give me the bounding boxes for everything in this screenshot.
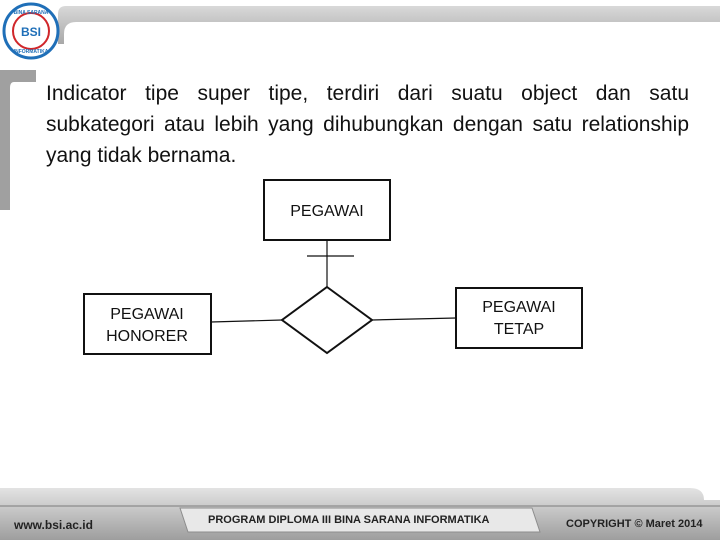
footer-program: PROGRAM DIPLOMA III BINA SARANA INFORMATIKA [208,514,490,526]
right-subtype-connector [372,318,456,320]
relationship-diamond [282,287,372,353]
entity-pegawai-honorer-line2: HONORER [106,328,188,345]
footer-website[interactable]: www.bsi.ac.id [14,518,93,532]
svg-text:BSI: BSI [20,25,42,39]
entity-pegawai-tetap-line2: TETAP [493,321,545,338]
entity-pegawai-tetap-line1: PEGAWAI [482,299,556,316]
footer-copyright: COPYRIGHT © Maret 2014 [566,518,703,530]
svg-text:INFORMATIKA: INFORMATIKA [13,49,49,55]
svg-text:BINA SARANA: BINA SARANA [13,10,49,16]
slide-body-text: Indicator tipe super tipe, terdiri dari suatu object dan satu subkategori atau lebih yang dihubungkan dengan satu relationship yang tidak bernama. [46,82,689,167]
entity-pegawai-label: PEGAWAI [290,203,364,220]
entity-pegawai-honorer [84,294,211,354]
entity-pegawai-tetap [456,288,582,348]
entity-pegawai-honorer-line1: PEGAWAI [110,306,184,323]
left-subtype-connector [211,320,282,322]
